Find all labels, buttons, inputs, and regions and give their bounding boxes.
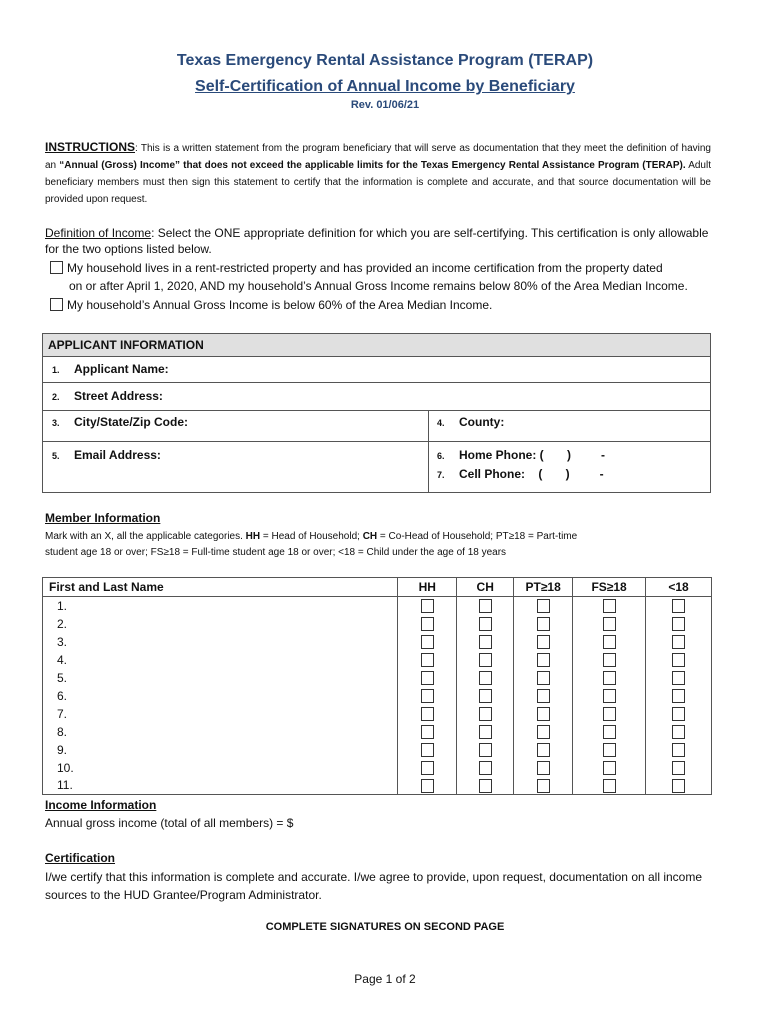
member-name-cell[interactable]: 7. [43, 705, 398, 723]
category-checkbox[interactable] [537, 599, 550, 613]
category-checkbox[interactable] [672, 707, 685, 721]
category-cell [573, 705, 646, 723]
category-checkbox[interactable] [421, 671, 434, 685]
category-checkbox[interactable] [603, 653, 616, 667]
category-cell [398, 669, 457, 687]
category-checkbox[interactable] [479, 599, 492, 613]
definition-paragraph [45, 225, 711, 257]
category-checkbox[interactable] [672, 671, 685, 685]
category-cell [646, 633, 712, 651]
contact-row [43, 441, 710, 492]
category-checkbox[interactable] [479, 707, 492, 721]
category-cell [646, 759, 712, 777]
category-checkbox[interactable] [479, 617, 492, 631]
category-cell [573, 669, 646, 687]
table-row [43, 741, 712, 759]
county-label: County: [459, 415, 505, 429]
category-checkbox[interactable] [479, 761, 492, 775]
field-number: 2. [52, 392, 60, 402]
table-row [43, 651, 712, 669]
column-header: First and Last Name [43, 578, 398, 597]
county-field[interactable] [437, 415, 504, 429]
category-checkbox[interactable] [672, 779, 685, 793]
member-text-line-2: student age 18 or over; FS≥18 = Full-time student age 18 or over; <18 = Child under the age of 18 years [45, 547, 507, 558]
street-address-label: Street Address: [74, 389, 163, 403]
category-checkbox[interactable] [603, 689, 616, 703]
home-phone-field[interactable] [437, 448, 605, 462]
table-row [43, 669, 712, 687]
instructions-text-bold: “Annual (Gross) Income” that does not exceed the applicable limits for the Texas Emergency Rental Assistance Program (TERAP). [59, 160, 686, 171]
category-checkbox[interactable] [479, 653, 492, 667]
category-cell [457, 651, 514, 669]
option-1-line-2: on or after April 1, 2020, AND my household’s Annual Gross Income remains below 80% of the Area Median Income. [69, 279, 688, 293]
category-checkbox[interactable] [603, 671, 616, 685]
category-cell [457, 633, 514, 651]
category-checkbox[interactable] [603, 725, 616, 739]
table-row [43, 723, 712, 741]
table-row [43, 705, 712, 723]
definition-label: Definition of Income [45, 226, 152, 240]
category-cell [573, 633, 646, 651]
city-state-zip-field[interactable] [52, 415, 188, 429]
category-checkbox[interactable] [479, 743, 492, 757]
category-cell [646, 597, 712, 615]
field-number: 6. [437, 451, 445, 461]
revision-date: Rev. 01/06/21 [350, 99, 420, 111]
category-cell [646, 651, 712, 669]
member-name-cell[interactable]: 11. [43, 777, 398, 795]
category-checkbox[interactable] [603, 761, 616, 775]
table-row [43, 633, 712, 651]
category-cell [514, 741, 573, 759]
member-name-cell[interactable]: 6. [43, 687, 398, 705]
category-cell [573, 615, 646, 633]
category-cell [573, 597, 646, 615]
member-information-heading: Member Information [45, 511, 161, 525]
table-row [43, 777, 712, 795]
category-cell [514, 615, 573, 633]
category-cell [457, 687, 514, 705]
category-cell [398, 759, 457, 777]
category-cell [398, 741, 457, 759]
category-cell [398, 723, 457, 741]
category-checkbox[interactable] [603, 779, 616, 793]
category-cell [457, 759, 514, 777]
form-title: Texas Emergency Rental Assistance Program (TERAP) [176, 52, 594, 69]
income-option-2 [50, 296, 720, 314]
category-cell [573, 651, 646, 669]
category-cell [457, 615, 514, 633]
category-checkbox[interactable] [672, 725, 685, 739]
category-checkbox[interactable] [537, 635, 550, 649]
applicant-name-row[interactable] [43, 356, 710, 383]
category-cell [457, 705, 514, 723]
income-option-1 [50, 259, 720, 277]
member-text-part: = Head of Household; [260, 531, 363, 542]
category-checkbox[interactable] [537, 725, 550, 739]
member-name-cell[interactable]: 3. [43, 633, 398, 651]
category-cell [398, 777, 457, 795]
category-checkbox[interactable] [603, 707, 616, 721]
category-checkbox[interactable] [479, 779, 492, 793]
category-checkbox[interactable] [421, 617, 434, 631]
category-checkbox[interactable] [672, 761, 685, 775]
category-checkbox[interactable] [672, 653, 685, 667]
category-checkbox[interactable] [421, 689, 434, 703]
email-field[interactable] [52, 448, 161, 462]
column-header: CH [457, 578, 514, 597]
category-checkbox[interactable] [672, 635, 685, 649]
table-row [43, 687, 712, 705]
member-table-header [43, 578, 712, 597]
cell-phone-label: Cell Phone: ( ) - [459, 467, 604, 481]
instructions-paragraph [45, 139, 711, 208]
ch-abbreviation: CH [362, 531, 378, 542]
category-cell [398, 615, 457, 633]
applicant-name-label: Applicant Name: [74, 362, 169, 376]
field-number: 1. [52, 365, 60, 375]
member-name-cell[interactable]: 1. [43, 597, 398, 615]
category-cell [514, 759, 573, 777]
category-checkbox[interactable] [421, 779, 434, 793]
column-header: PT≥18 [514, 578, 573, 597]
member-table [42, 577, 712, 795]
category-checkbox[interactable] [479, 635, 492, 649]
table-row [43, 759, 712, 777]
category-checkbox[interactable] [672, 617, 685, 631]
member-name-cell[interactable]: 5. [43, 669, 398, 687]
annual-gross-income-field[interactable]: Annual gross income (total of all members) = $ [45, 816, 294, 830]
category-cell [573, 741, 646, 759]
column-header: <18 [646, 578, 712, 597]
member-text-part: = Co-Head of Household; PT≥18 = Part-time [377, 531, 578, 542]
category-cell [514, 633, 573, 651]
option-2-label: My household’s Annual Gross Income is below 60% of the Area Median Income. [67, 298, 493, 312]
category-checkbox[interactable] [537, 761, 550, 775]
city-state-zip-label: City/State/Zip Code: [74, 415, 189, 429]
column-divider [428, 410, 429, 441]
category-checkbox[interactable] [537, 779, 550, 793]
category-checkbox[interactable] [537, 653, 550, 667]
field-number: 7. [437, 470, 445, 480]
category-cell [514, 651, 573, 669]
cell-phone-field[interactable] [437, 467, 604, 481]
table-row [43, 597, 712, 615]
category-checkbox[interactable] [421, 635, 434, 649]
category-cell [457, 723, 514, 741]
category-checkbox[interactable] [479, 689, 492, 703]
column-divider [428, 441, 429, 492]
category-cell [514, 669, 573, 687]
hh-abbreviation: HH [245, 531, 261, 542]
form-subtitle: Self-Certification of Annual Income by Beneficiary [195, 78, 575, 95]
definition-text: : Select the ONE appropriate definition for which you are self-certifying. This certification is only allowable for the two options listed below. [45, 226, 709, 256]
category-cell [514, 687, 573, 705]
category-checkbox[interactable] [421, 743, 434, 757]
category-cell [573, 723, 646, 741]
category-cell [646, 687, 712, 705]
email-label: Email Address: [74, 448, 161, 462]
city-county-row [43, 410, 710, 442]
category-cell [646, 615, 712, 633]
category-checkbox[interactable] [537, 617, 550, 631]
instructions-text-a: : This is a written statement from the program beneficiary that will serve as documentation that they meet the definition of having an [45, 143, 711, 171]
category-checkbox[interactable] [537, 743, 550, 757]
category-cell [573, 759, 646, 777]
category-checkbox[interactable] [421, 599, 434, 613]
home-phone-label: Home Phone: ( ) - [459, 448, 606, 462]
category-checkbox[interactable] [672, 743, 685, 757]
category-checkbox[interactable] [603, 617, 616, 631]
category-cell [514, 597, 573, 615]
category-cell [398, 705, 457, 723]
field-number: 3. [52, 418, 60, 428]
category-checkbox[interactable] [421, 725, 434, 739]
category-cell [514, 705, 573, 723]
category-cell [646, 705, 712, 723]
category-checkbox[interactable] [672, 689, 685, 703]
field-number: 4. [437, 418, 445, 428]
category-cell [573, 777, 646, 795]
member-name-cell[interactable]: 2. [43, 615, 398, 633]
applicant-information-header: APPLICANT INFORMATION [43, 334, 710, 357]
member-name-cell[interactable]: 10. [43, 759, 398, 777]
applicant-information-section [42, 333, 711, 493]
column-header: HH [398, 578, 457, 597]
member-information-text [45, 529, 725, 561]
category-cell [646, 669, 712, 687]
instructions-label: INSTRUCTIONS [45, 140, 135, 154]
income-information-heading: Income Information [45, 798, 157, 812]
category-cell [398, 687, 457, 705]
member-name-cell[interactable]: 4. [43, 651, 398, 669]
category-cell [398, 633, 457, 651]
option-2-checkbox[interactable] [50, 298, 63, 311]
member-name-cell[interactable]: 9. [43, 741, 398, 759]
certification-heading: Certification [45, 851, 116, 865]
category-cell [573, 687, 646, 705]
category-checkbox[interactable] [537, 671, 550, 685]
field-number: 5. [52, 451, 60, 461]
category-cell [457, 597, 514, 615]
category-checkbox[interactable] [603, 743, 616, 757]
table-row [43, 615, 712, 633]
category-checkbox[interactable] [537, 707, 550, 721]
category-checkbox[interactable] [479, 671, 492, 685]
category-checkbox[interactable] [603, 635, 616, 649]
page-number: Page 1 of 2 [354, 972, 416, 986]
category-cell [514, 777, 573, 795]
category-cell [646, 723, 712, 741]
instructions-text-b: Adult beneficiary members must then sign this statement to certify that the information is complete and accurate, and that source documentation will be provided upon request. [45, 160, 711, 205]
category-checkbox[interactable] [421, 653, 434, 667]
certification-text: I/we certify that this information is complete and accurate. I/we agree to provide, upon request, documentation on all income sources to the HUD Grantee/Program Administrator. [45, 870, 703, 902]
category-checkbox[interactable] [421, 761, 434, 775]
category-cell [398, 651, 457, 669]
category-checkbox[interactable] [479, 725, 492, 739]
category-checkbox[interactable] [537, 689, 550, 703]
category-cell [457, 741, 514, 759]
category-cell [646, 741, 712, 759]
member-name-cell[interactable]: 8. [43, 723, 398, 741]
column-header: FS≥18 [573, 578, 646, 597]
option-1-checkbox[interactable] [50, 261, 63, 274]
category-cell [457, 777, 514, 795]
member-text-part: Mark with an X, all the applicable categories. [45, 531, 246, 542]
category-cell [398, 597, 457, 615]
category-cell [457, 669, 514, 687]
street-address-row[interactable] [43, 382, 710, 411]
category-cell [646, 777, 712, 795]
category-cell [514, 723, 573, 741]
option-1-line-1: My household lives in a rent-restricted property and has provided an income certification from the property dated [67, 261, 663, 275]
category-checkbox[interactable] [603, 599, 616, 613]
category-checkbox[interactable] [672, 599, 685, 613]
category-checkbox[interactable] [421, 707, 434, 721]
signatures-note: COMPLETE SIGNATURES ON SECOND PAGE [265, 921, 505, 933]
